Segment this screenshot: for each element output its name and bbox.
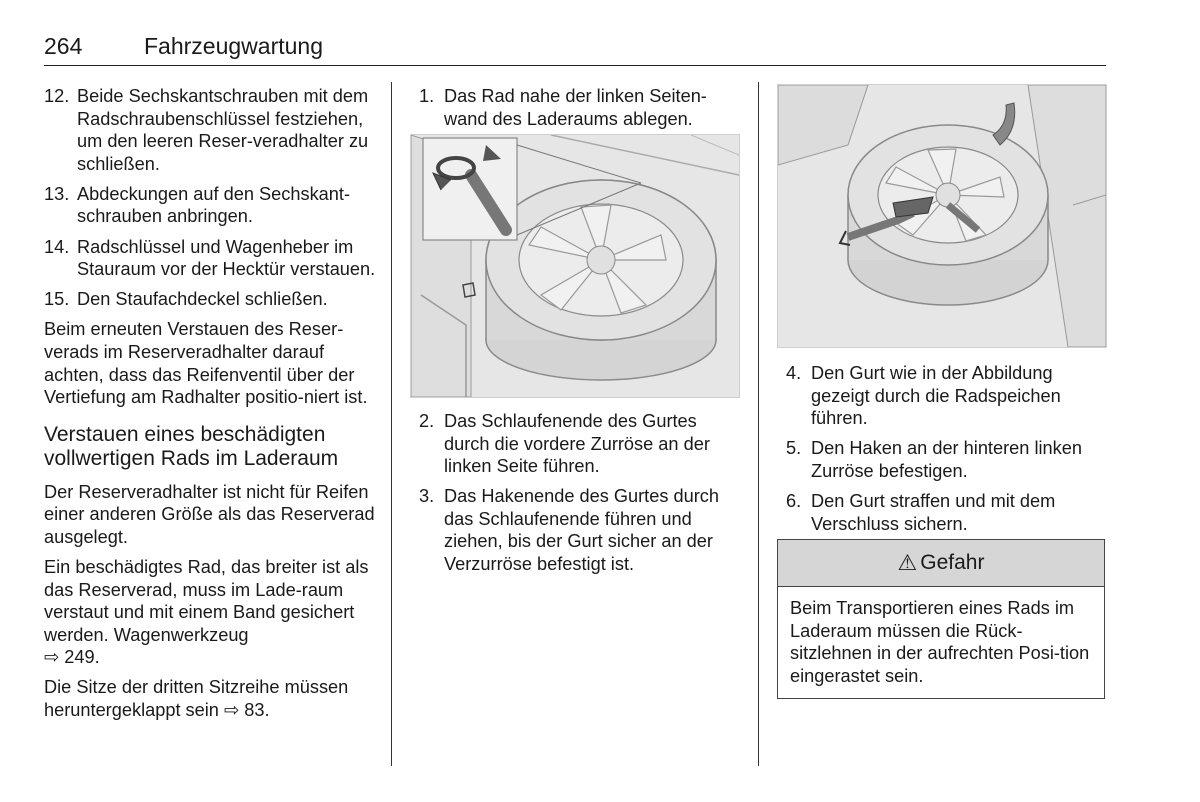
column-middle bbox=[419, 85, 745, 138]
step-number: 3. bbox=[419, 486, 435, 507]
step-text: Das Schlaufenende des Gurtes durch die vordere Zurröse an der linken Seite führen. bbox=[444, 411, 710, 477]
page-header bbox=[44, 33, 1106, 66]
step-text: Den Gurt wie in der Abbildung gezeigt durch die Radspeichen führen. bbox=[811, 363, 1061, 429]
step-number: 2. bbox=[419, 411, 435, 431]
warning-title: Gefahr bbox=[920, 551, 985, 574]
column-middle-steps bbox=[419, 410, 745, 583]
step-number: 5. bbox=[786, 438, 802, 459]
wheel-placement-illustration bbox=[410, 134, 740, 398]
step-text: Den Staufachdeckel schließen. bbox=[77, 289, 328, 310]
section-subheading: Verstauen eines beschädigten vollwertigen Rads im Laderaum bbox=[44, 422, 339, 470]
page-reference-link[interactable]: 249. bbox=[64, 647, 100, 668]
step-text: Das Rad nahe der linken Seiten-wand des Laderaums ablegen. bbox=[444, 86, 707, 129]
step-1 bbox=[419, 85, 745, 130]
size-note: Der Reserveradhalter ist nicht für Reifen einer anderen Größe als das Reserverad ausgelegt. bbox=[44, 481, 375, 547]
step-14 bbox=[44, 236, 376, 281]
step-text: Beide Sechskantschrauben mit dem Radschraubenschlüssel festziehen, um den leeren Reser-veradhalter zu schließen. bbox=[77, 86, 369, 174]
step-number: 1. bbox=[419, 86, 435, 106]
step-13 bbox=[44, 183, 376, 228]
step-number: 12. bbox=[44, 86, 70, 106]
column-left bbox=[44, 85, 376, 729]
damaged-wheel-paragraph bbox=[44, 556, 376, 669]
danger-warning-box bbox=[777, 539, 1105, 699]
strap-routing-illustration bbox=[777, 84, 1107, 348]
step-text: Das Hakenende des Gurtes durch das Schlaufenende führen und ziehen, bis der Gurt sicher an der Verzurröse befestigt ist. bbox=[444, 486, 719, 575]
column-divider bbox=[391, 82, 392, 766]
warning-text: Beim Transportieren eines Rads im Laderaum müssen die Rück-sitzlehnen in der aufrechten Posi-tion eingerastet sein. bbox=[790, 598, 1090, 686]
paragraph-text: Ein beschädigtes Rad, das breiter ist als das Reserverad, muss im Lade-raum verstaut und mit einem Band gesichert werden. Wagenwerkzeug bbox=[44, 557, 369, 645]
valve-note: Beim erneuten Verstauen des Reser-verads im Reserveradhalter darauf achten, dass das Reifenventil über der Vertiefung am Radhalter positio-niert ist. bbox=[44, 319, 368, 408]
step-3 bbox=[419, 485, 745, 575]
step-text: Den Gurt straffen und mit dem Verschluss sichern. bbox=[811, 490, 1056, 534]
page-number: 264 bbox=[44, 33, 83, 59]
column-right bbox=[786, 362, 1108, 543]
step-number: 14. bbox=[44, 236, 70, 257]
seat-row-paragraph bbox=[44, 676, 376, 721]
page-reference-icon: ⇨ bbox=[44, 647, 60, 668]
step-text: Den Haken an der hinteren linken Zurröse befestigen. bbox=[811, 438, 1082, 481]
step-6 bbox=[786, 490, 1108, 535]
step-text: Abdeckungen auf den Sechskant-schrauben anbringen. bbox=[77, 183, 351, 227]
section-title: Fahrzeugwartung bbox=[144, 33, 323, 59]
warning-header bbox=[778, 540, 1104, 587]
step-text: Radschlüssel und Wagenheber im Stauraum vor der Hecktür verstauen. bbox=[77, 236, 376, 280]
step-2 bbox=[419, 410, 745, 478]
step-5 bbox=[786, 437, 1108, 482]
page-reference-link[interactable]: 83. bbox=[244, 700, 270, 721]
step-4 bbox=[786, 362, 1108, 430]
page-reference-icon: ⇨ bbox=[223, 700, 240, 721]
step-number: 13. bbox=[44, 183, 70, 204]
warning-triangle-icon: ⚠ bbox=[897, 550, 918, 575]
step-12 bbox=[44, 85, 376, 175]
step-number: 6. bbox=[786, 490, 802, 511]
step-number: 15. bbox=[44, 289, 70, 310]
step-number: 4. bbox=[786, 363, 802, 383]
column-divider bbox=[758, 82, 759, 766]
paragraph-text: Die Sitze der dritten Sitzreihe müssen heruntergeklappt sein bbox=[44, 677, 349, 721]
step-15 bbox=[44, 288, 376, 311]
